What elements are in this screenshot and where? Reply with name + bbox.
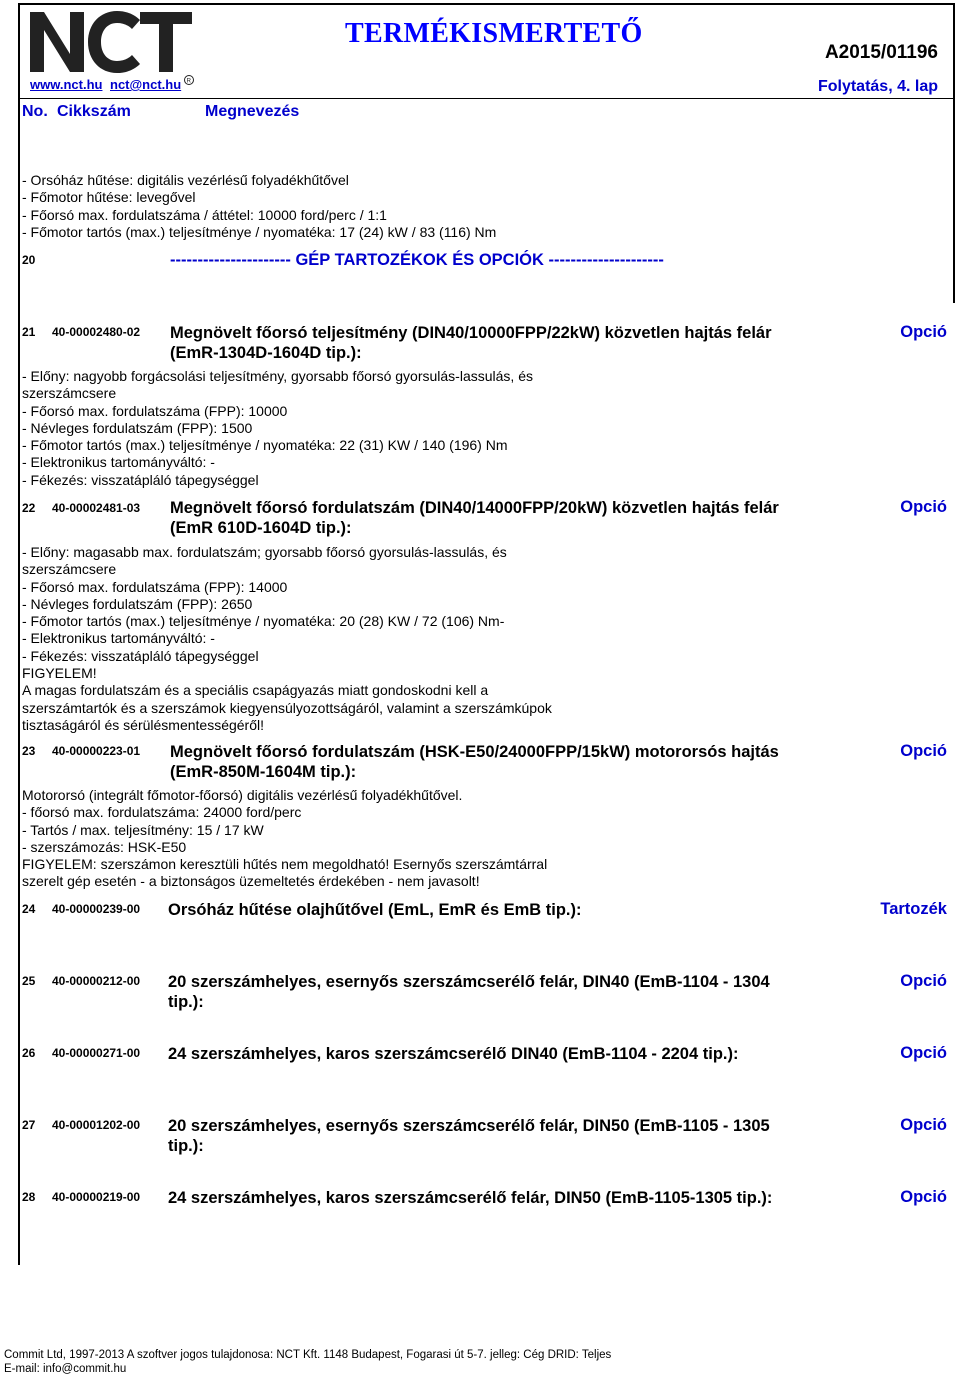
item-code: 40-00002480-02: [52, 325, 141, 339]
col-header-name: Megnevezés: [205, 103, 300, 120]
footer-email: E-mail: info@commit.hu: [4, 1363, 127, 1375]
item-name: 20 szerszámhelyes, esernyős szerszámcserélő felár, DIN50 (EmB-1105 - 1305 tip.):: [168, 1117, 770, 1155]
item-name: 24 szerszámhelyes, karos szerszámcserélő felár, DIN50 (EmB-1105-1305 tip.):: [168, 1189, 773, 1207]
text-line: - Főorsó max. fordulatszáma (FPP): 10000: [22, 402, 288, 419]
website-link[interactable]: www.nct.hu: [30, 77, 103, 92]
text-line: - Főmotor hűtése: levegővel: [22, 189, 196, 206]
intro-block: [22, 172, 496, 241]
text-line: - Előny: nagyobb forgácsolási teljesítmény, gyorsabb főorsó gyorsulás-lassulás, és: [22, 368, 533, 384]
doc-title: TERMÉKISMERTETŐ: [345, 18, 643, 49]
text-line: tisztaságáról és sérülésmentességéről!: [22, 716, 265, 733]
text-line: - Névleges fordulatszám (FPP): 2650: [22, 595, 253, 612]
frame-top: [18, 3, 955, 5]
text-line: szerszámtartók és a szerszámok kiegyensúlyozottságáról, valamint a szerszámkúpok: [22, 699, 552, 716]
item-code: 40-00000271-00: [52, 1046, 141, 1060]
item-name: Megnövelt főorsó teljesítmény (DIN40/10000FPP/22kW) közvetlen hajtás felár (EmR-1304D-1604D tip.):: [170, 324, 772, 362]
text-line: - Elektronikus tartományváltó: -: [22, 630, 215, 647]
footer-copyright: Commit Ltd, 1997-2013 A szoftver jogos tulajdonosa: NCT Kft. 1148 Budapest, Fogarasi út 5-7. jelleg: Cég DRID: Teljes: [4, 1349, 612, 1361]
item-code: 40-00000239-00: [52, 902, 141, 916]
text-line: - főorsó max. fordulatszáma: 24000 ford/perc: [22, 804, 302, 821]
text-line: szerszámcsere: [22, 561, 117, 578]
item-number: 24: [22, 902, 36, 916]
text-line: - Tartós / max. teljesítmény: 15 / 17 kW: [22, 821, 264, 838]
text-line: FIGYELEM: szerszámon keresztüli hűtés nem megoldható! Esernyős szerszámtárral: [22, 856, 548, 873]
item-number: 27: [22, 1118, 36, 1132]
item-code: 40-00001202-00: [52, 1118, 141, 1132]
text-line: - Fékezés: visszatápláló tápegységgel: [22, 471, 259, 488]
item-option: Opció: [900, 323, 947, 341]
frame-left: [18, 3, 20, 1265]
text-line: - Főmotor tartós (max.) teljesítménye / nyomatéka: 20 (28) KW / 72 (106) Nm-: [22, 613, 505, 630]
doc-number: A2015/01196: [824, 42, 938, 63]
section-number: 20: [22, 253, 36, 267]
item-option: Opció: [900, 1188, 947, 1206]
col-header-code: Cikkszám: [57, 103, 131, 120]
item-option: Tartozék: [880, 900, 947, 918]
text-line: - Fékezés: visszatápláló tápegységgel: [22, 647, 259, 664]
item-code: 40-00000223-01: [52, 744, 141, 758]
item-name: 20 szerszámhelyes, esernyős szerszámcserélő felár, DIN40 (EmB-1104 - 1304 tip.):: [168, 973, 770, 1011]
item-name: Megnövelt főorsó fordulatszám (HSK-E50/24000FPP/15kW) motororsós hajtás (EmR-850M-1604M tip.):: [170, 743, 779, 781]
item-number: 26: [22, 1046, 36, 1060]
text-line: - Orsóház hűtése: digitális vezérlésű folyadékhűtővel: [22, 172, 349, 188]
col-header-no: No.: [22, 103, 48, 120]
item-code: 40-00002481-03: [52, 501, 141, 515]
text-line: szerszámcsere: [22, 385, 117, 402]
text-line: - Főorsó max. fordulatszáma (FPP): 14000: [22, 578, 288, 595]
text-line: FIGYELEM!: [22, 665, 97, 682]
item-number: 25: [22, 974, 36, 988]
item-code: 40-00000219-00: [52, 1190, 141, 1204]
text-line: - Előny: magasabb max. fordulatszám; gyorsabb főorsó gyorsulás-lassulás, és: [22, 544, 507, 560]
text-line: - Főmotor tartós (max.) teljesítménye / nyomatéka: 17 (24) kW / 83 (116) Nm: [22, 223, 497, 240]
item-option: Opció: [900, 498, 947, 516]
text-line: Motororsó (integrált főmotor-főorsó) digitális vezérlésű folyadékhűtővel.: [22, 787, 463, 803]
text-line: - Főorsó max. fordulatszáma / áttétel: 10000 ford/perc / 1:1: [22, 206, 387, 223]
item-description: [22, 368, 533, 489]
item-name: Orsóház hűtése olajhűtővel (EmL, EmR és EmB tip.):: [168, 901, 582, 919]
section-title: ---------------------- GÉP TARTOZÉKOK ÉS OPCIÓK ---------------------: [170, 251, 664, 269]
header-divider: [18, 98, 955, 99]
text-line: szerelt gép esetén - a biztonságos üzemeltetés érdekében - nem javasolt!: [22, 873, 480, 890]
text-line: - Főmotor tartós (max.) teljesítménye / nyomatéka: 22 (31) KW / 140 (196) Nm: [22, 437, 508, 454]
frame-right: [953, 3, 955, 303]
item-option: Opció: [900, 972, 947, 990]
item-number: 22: [22, 501, 36, 515]
item-name: Megnövelt főorsó fordulatszám (DIN40/14000FPP/20kW) közvetlen hajtás felár (EmR 610D-1604D tip.):: [170, 499, 779, 537]
svg-text:R: R: [186, 78, 191, 85]
page-continuation: Folytatás, 4. lap: [817, 78, 938, 95]
item-option: Opció: [900, 742, 947, 760]
item-number: 28: [22, 1190, 36, 1204]
item-name: 24 szerszámhelyes, karos szerszámcserélő DIN40 (EmB-1104 - 2204 tip.):: [168, 1045, 739, 1063]
email-link[interactable]: nct@nct.hu: [110, 77, 182, 92]
item-number: 21: [22, 325, 36, 339]
text-line: - szerszámozás: HSK-E50: [22, 838, 187, 855]
item-description: [22, 787, 547, 891]
text-line: - Elektronikus tartományváltó: -: [22, 454, 215, 471]
text-line: A magas fordulatszám és a speciális csapágyazás miatt gondoskodni kell a: [22, 682, 489, 699]
item-number: 23: [22, 744, 36, 758]
text-line: - Névleges fordulatszám (FPP): 1500: [22, 419, 253, 436]
item-description: [22, 544, 552, 734]
item-code: 40-00000212-00: [52, 974, 141, 988]
item-option: Opció: [900, 1044, 947, 1062]
item-option: Opció: [900, 1116, 947, 1134]
